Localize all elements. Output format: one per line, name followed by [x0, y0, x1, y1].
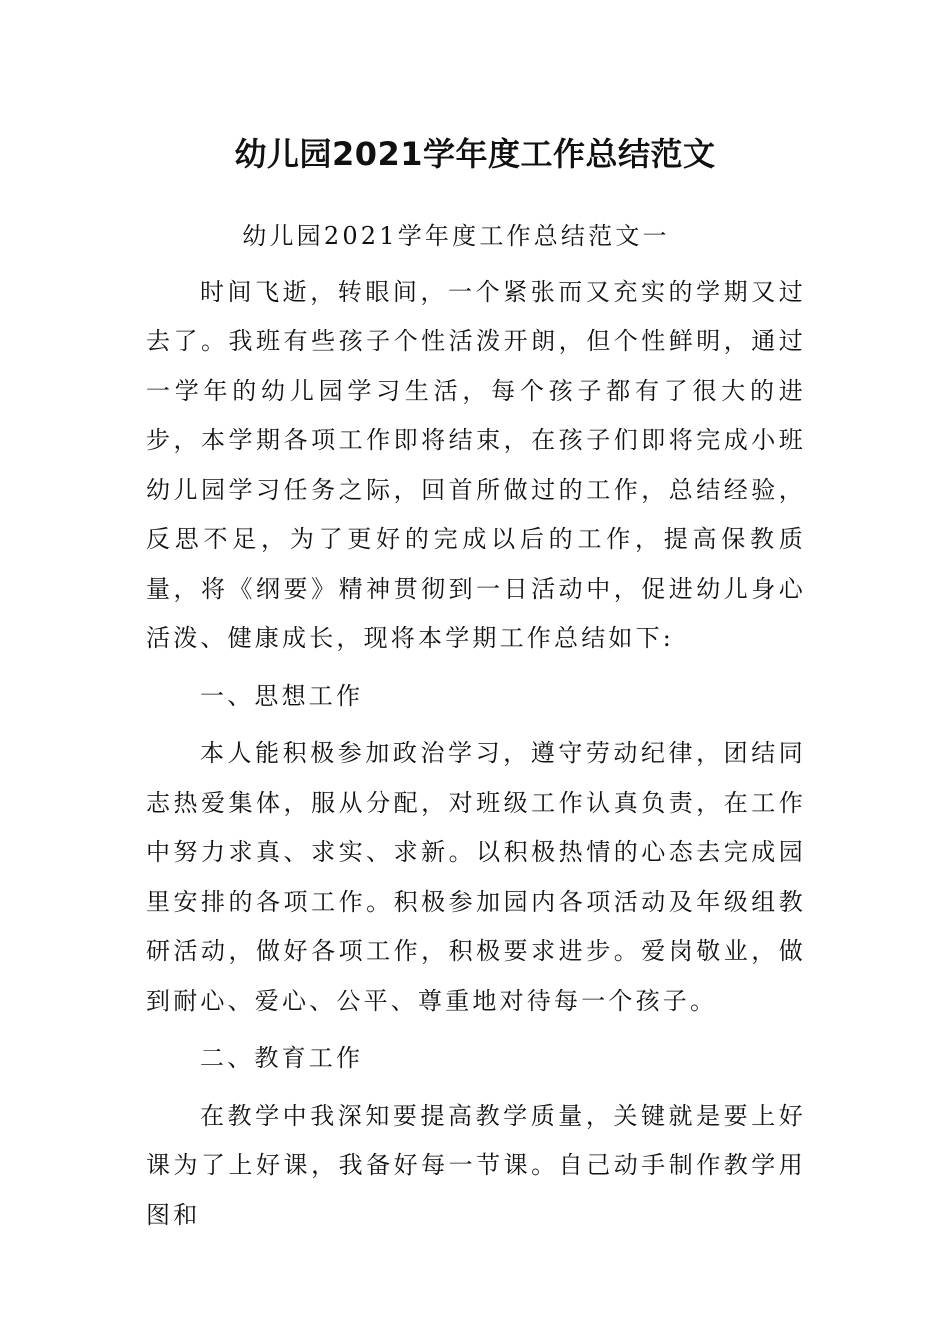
intro-paragraph: 时间飞逝，转眼间，一个紧张而又充实的学期又过去了。我班有些孩子个性活泼开朗，但个性鲜明，通过一学年的幼儿园学习生活，每个孩子都有了很大的进步，本学期各项工作即将结束，在孩子们即将完成小班幼儿园学习任务之际，回首所做过的工作，总结经验，反思不足，为了更好的完成以后的工作，提高保教质量，将《纲要》精神贯彻到一日活动中，促进幼儿身心活泼、健康成长，现将本学期工作总结如下: [146, 277, 806, 652]
document-title: 幼儿园2021学年度工作总结范文 [234, 135, 716, 173]
section-heading-education: 二、教育工作 [200, 1044, 364, 1072]
document-subtitle: 幼儿园2021学年度工作总结范文一 [242, 222, 670, 250]
section-heading-thought: 一、思想工作 [200, 681, 364, 710]
section-body-thought: 本人能积极参加政治学习，遵守劳动纪律，团结同志热爱集体，服从分配，对班级工作认真负责，在工作中努力求真、求实、求新。以积极热情的心态去完成园里安排的各项工作。积极参加园内各项活动及年级组教研活动，做好各项工作，积极要求进步。爱岗敬业，做到耐心、爱心、公平、尊重地对待每一个孩子。 [146, 739, 806, 1015]
document-body [146, 212, 806, 1240]
section-body-education: 在教学中我深知要提高教学质量，关键就是要上好课为了上好课，我备好每一节课。自己动手制作教学用图和 [146, 1101, 806, 1229]
